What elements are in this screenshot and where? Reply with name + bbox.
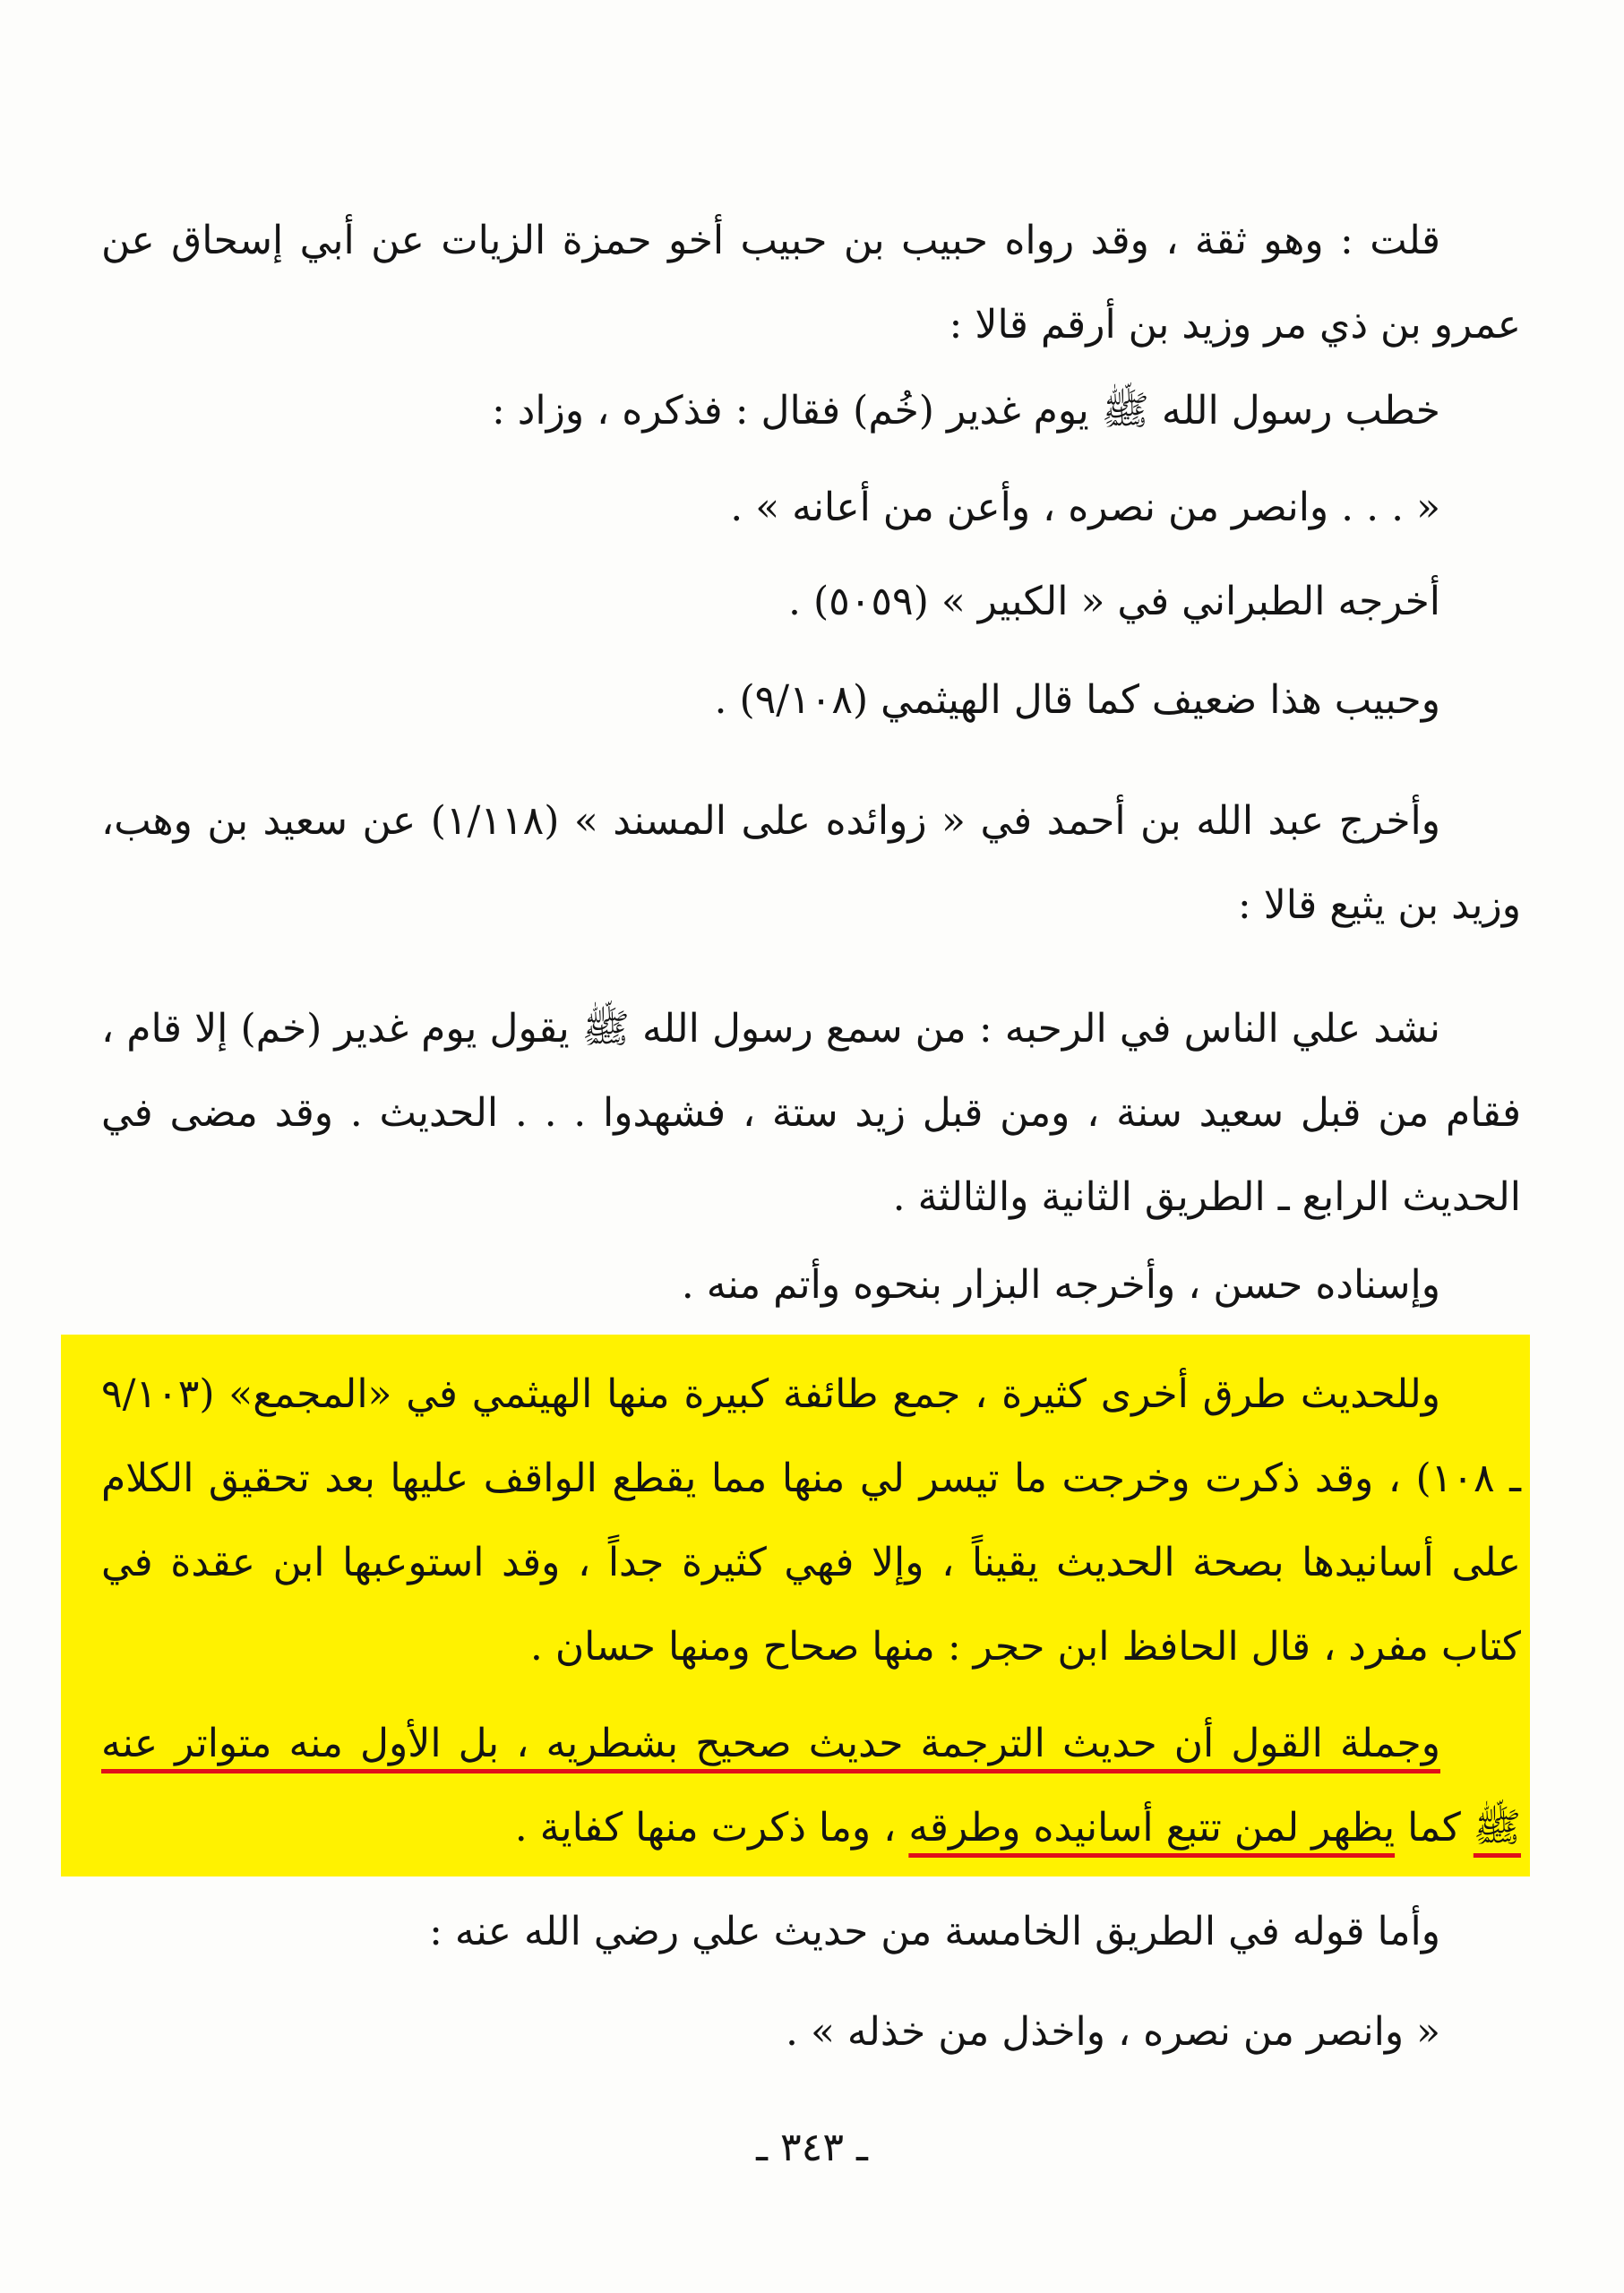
paragraph-3: « . . . وانصر من نصره ، وأعن من أعانه » . [730,485,1440,530]
conclusion-text-2: كما [1395,1805,1474,1851]
conclusion-text-4: ، وما ذكرت منها كفاية . [514,1805,909,1851]
page-number: ـ ٣٤٣ ـ [756,2125,868,2170]
paragraph-7: نشد علي الناس في الرحبه : من سمع رسول الله ﷺ يقول يوم غدير (خم) إلا قام ، فقام من قبل سعيد سنة ، ومن قبل زيد ستة ، فشهدوا . . . الحديث . وقد مضى في الحديث الرابع ـ الطريق الثانية والثالثة . [101,1006,1521,1220]
closing-paragraph-2: « وانصر من نصره ، واخذل من خذله » . [786,2009,1440,2055]
paragraph-8: وإسناده حسن ، وأخرجه البزار بنحوه وأتم منه . [681,1262,1440,1308]
paragraph-5: وحبيب هذا ضعيف كما قال الهيثمي (٩/١٠٨) . [714,677,1440,723]
paragraph-4: أخرجه الطبراني في « الكبير » (٥٠٥٩) . [788,579,1440,624]
paragraph-1: قلت : وهو ثقة ، وقد رواه حبيب بن حبيب أخو حمزة الزيات عن أبي إسحاق عن عمرو بن ذي مر وزيد بن أرقم قالا : [101,218,1521,348]
underlined-phrase-2: يظهر لمن تتبع أسانيده وطرقه [908,1805,1396,1851]
paragraph-2: خطب رسول الله ﷺ يوم غدير (خُم) فقال : فذكره ، وزاد : [492,388,1440,434]
highlighted-paragraph: وللحديث طرق أخرى كثيرة ، جمع طائفة كبيرة منها الهيثمي في «المجمع» (٩/١٠٣ ـ ١٠٨) ، وقد ذكرت وخرجت ما تيسر لي منها مما يقطع الواقف عليها بعد تحقيق الكلام على أسانيدها بصحة الحديث يقيناً ، وإلا فهي كثيرة جداً ، وقد استوعبها ابن عقدة في كتاب مفرد ، قال الحافظ ابن حجر : منها صحاح ومنها حسان . [101,1371,1521,1670]
underlined-phrase-1: وجملة القول أن حديث الترجمة حديث صحيح بشطريه ، بل الأول منه متواتر عنه ﷺ [101,1721,1521,1851]
paragraph-6: وأخرج عبد الله بن أحمد في « زوائده على المسند » (١/١١٨) عن سعيد بن وهب، وزيد بن يثيع قالا : [101,798,1521,928]
closing-paragraph-1: وأما قوله في الطريق الخامسة من حديث علي رضي الله عنه : [429,1909,1440,1954]
conclusion-paragraph [101,1702,1521,1870]
